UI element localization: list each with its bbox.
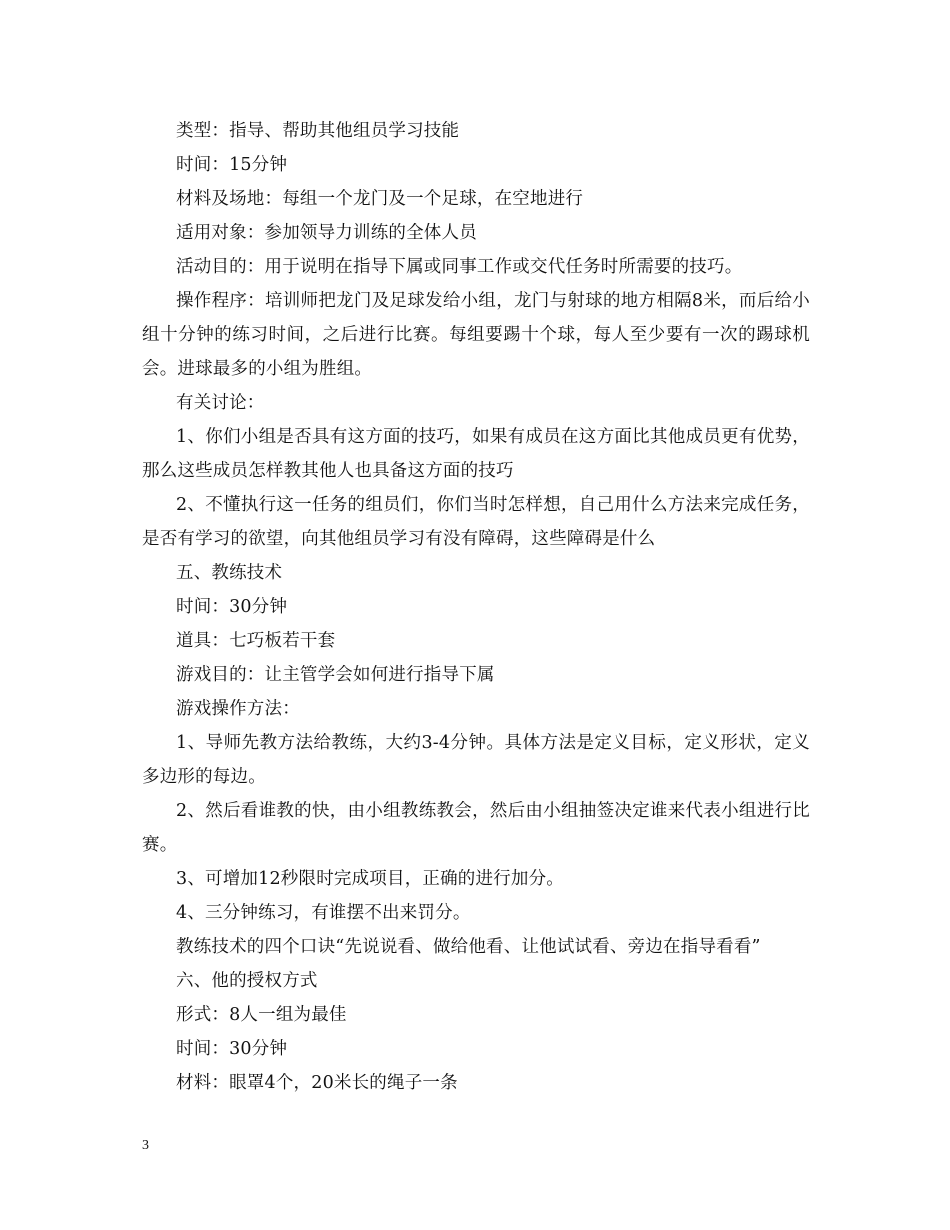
paragraph: 时间：30分钟 — [176, 1039, 288, 1059]
paragraph: 操作程序：培训师把龙门及足球发给小组，龙门与射球的地方相隔8米，而后给小组十分钟的练习时间，之后进行比赛。每组要踢十个球，每人至少要有一次的踢球机会。进球最多的小组为胜组。 — [142, 291, 810, 379]
paragraph: 时间：15分钟 — [176, 155, 288, 175]
paragraph: 类型：指导、帮助其他组员学习技能 — [176, 121, 460, 141]
section-heading: 五、教练技术 — [176, 563, 283, 583]
paragraph: 时间：30分钟 — [176, 597, 288, 617]
paragraph: 3、可增加12秒限时完成项目，正确的进行加分。 — [176, 869, 565, 889]
paragraph: 游戏目的：让主管学会如何进行指导下属 — [176, 665, 495, 685]
paragraph: 1、你们小组是否具有这方面的技巧，如果有成员在这方面比其他成员更有优势，那么这些成员怎样教其他人也具备这方面的技巧 — [142, 427, 810, 481]
paragraph: 4、三分钟练习，有谁摆不出来罚分。 — [176, 903, 471, 923]
paragraph: 2、然后看谁教的快，由小组教练教会，然后由小组抽签决定谁来代表小组进行比赛。 — [142, 801, 810, 855]
paragraph: 有关讨论： — [176, 393, 265, 413]
section-heading: 六、他的授权方式 — [176, 971, 318, 991]
paragraph: 材料及场地：每组一个龙门及一个足球，在空地进行 — [176, 189, 584, 209]
paragraph: 教练技术的四个口诀“先说说看、做给他看、让他试试看、旁边在指导看看” — [176, 937, 761, 957]
paragraph: 2、不懂执行这一任务的组员们，你们当时怎样想，自己用什么方法来完成任务，是否有学习的欲望，向其他组员学习有没有障碍，这些障碍是什么 — [142, 495, 810, 549]
paragraph: 形式：8人一组为最佳 — [176, 1005, 347, 1025]
paragraph: 1、导师先教方法给教练，大约3-4分钟。具体方法是定义目标，定义形状，定义多边形的每边。 — [142, 733, 810, 787]
paragraph: 游戏操作方法： — [176, 699, 300, 719]
paragraph: 适用对象：参加领导力训练的全体人员 — [176, 223, 477, 243]
paragraph: 道具：七巧板若干套 — [176, 631, 336, 651]
paragraph: 材料：眼罩4个，20米长的绳子一条 — [176, 1073, 458, 1093]
paragraph: 活动目的：用于说明在指导下属或同事工作或交代任务时所需要的技巧。 — [176, 257, 743, 277]
document-body — [142, 114, 810, 1100]
page-number: 3 — [142, 1138, 149, 1153]
